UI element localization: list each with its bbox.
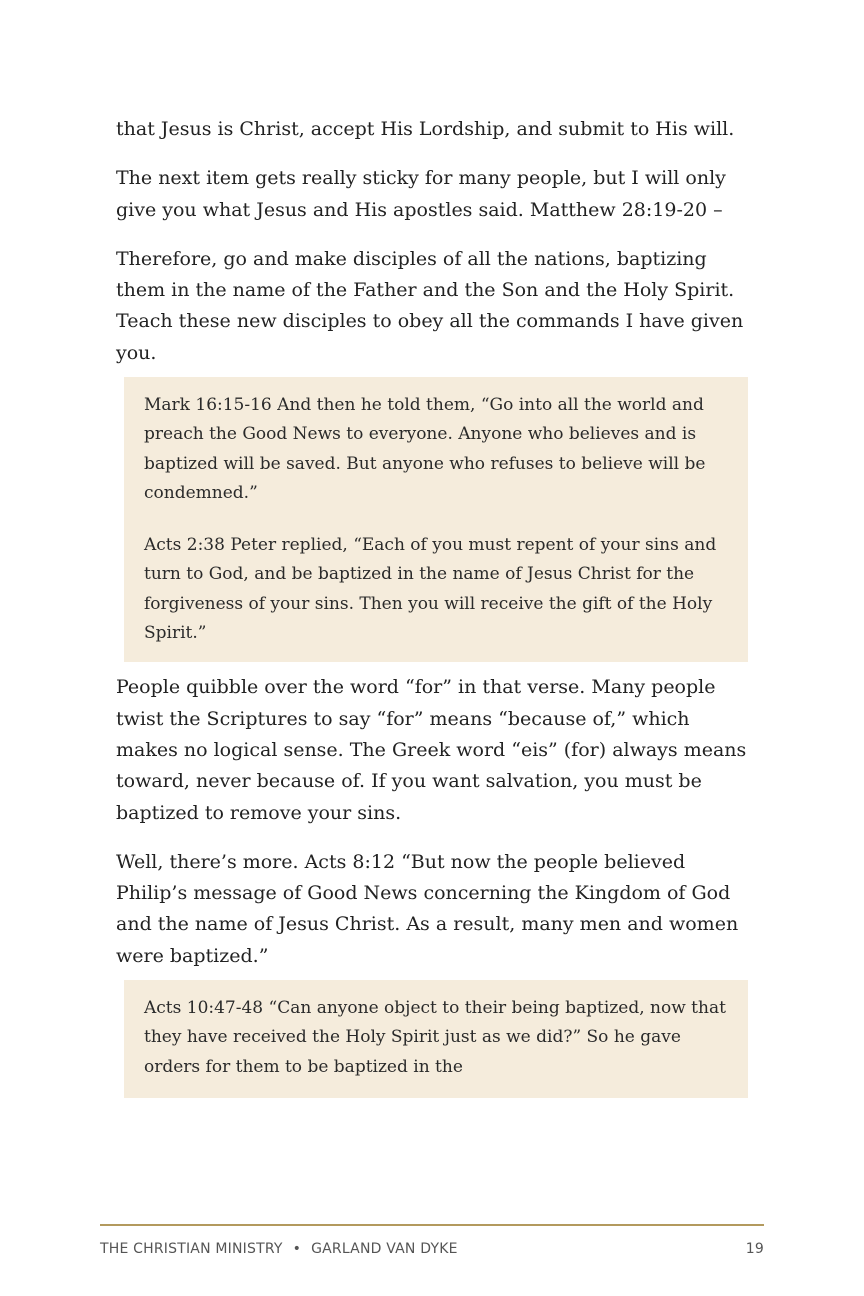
author-name: GARLAND VAN DYKE [311,1241,458,1257]
page-content [116,114,756,1108]
page-number: 19 [745,1241,764,1257]
body-paragraph: that Jesus is Christ, accept His Lordship, and submit to His will. [116,118,735,140]
scripture-quote-box [124,980,748,1098]
quote-paragraph: Acts 2:38 Peter replied, “Each of you must repent of your sins and turn to God, and be baptized in the name of Jesus Christ for the forgiveness of your sins. Then you will receive the gift of the Holy Spirit.” [144,534,717,643]
body-paragraph: Therefore, go and make disciples of all the nations, baptizing them in the name of the Father and the Son and the Holy Spirit. Teach these new disciples to obey all the commands I have given you. [116,247,744,364]
body-paragraph: The next item gets really sticky for many people, but I will only give you what Jesus and His apostles said. Matthew 28:19-20 – [116,167,726,221]
footer-separator: • [292,1241,302,1257]
scripture-quote-box [124,377,748,662]
body-paragraph: Well, there’s more. Acts 8:12 “But now the people believed Philip’s message of Good News concerning the Kingdom of God and the name of Jesus Christ. As a result, many men and women were baptized.” [116,850,739,967]
body-paragraph: People quibble over the word “for” in that verse. Many people twist the Scriptures to say “for” means “because of,” which makes no logical sense. The Greek word “eis” (for) always means toward, never because of. If you want salvation, you must be baptized to remove your sins. [116,676,747,824]
quote-paragraph: Acts 10:47-48 “Can anyone object to their being baptized, now that they have received the Holy Spirit just as we did?” So he gave orders for them to be baptized in the [144,998,726,1077]
quote-paragraph: Mark 16:15-16 And then he told them, “Go into all the world and preach the Good News to everyone. Anyone who believes and is baptized will be saved. But anyone who refuses to believe will be condemned.” [144,395,706,504]
page-footer [100,1224,764,1257]
running-footer [100,1241,458,1257]
book-title: THE CHRISTIAN MINISTRY [100,1241,283,1257]
